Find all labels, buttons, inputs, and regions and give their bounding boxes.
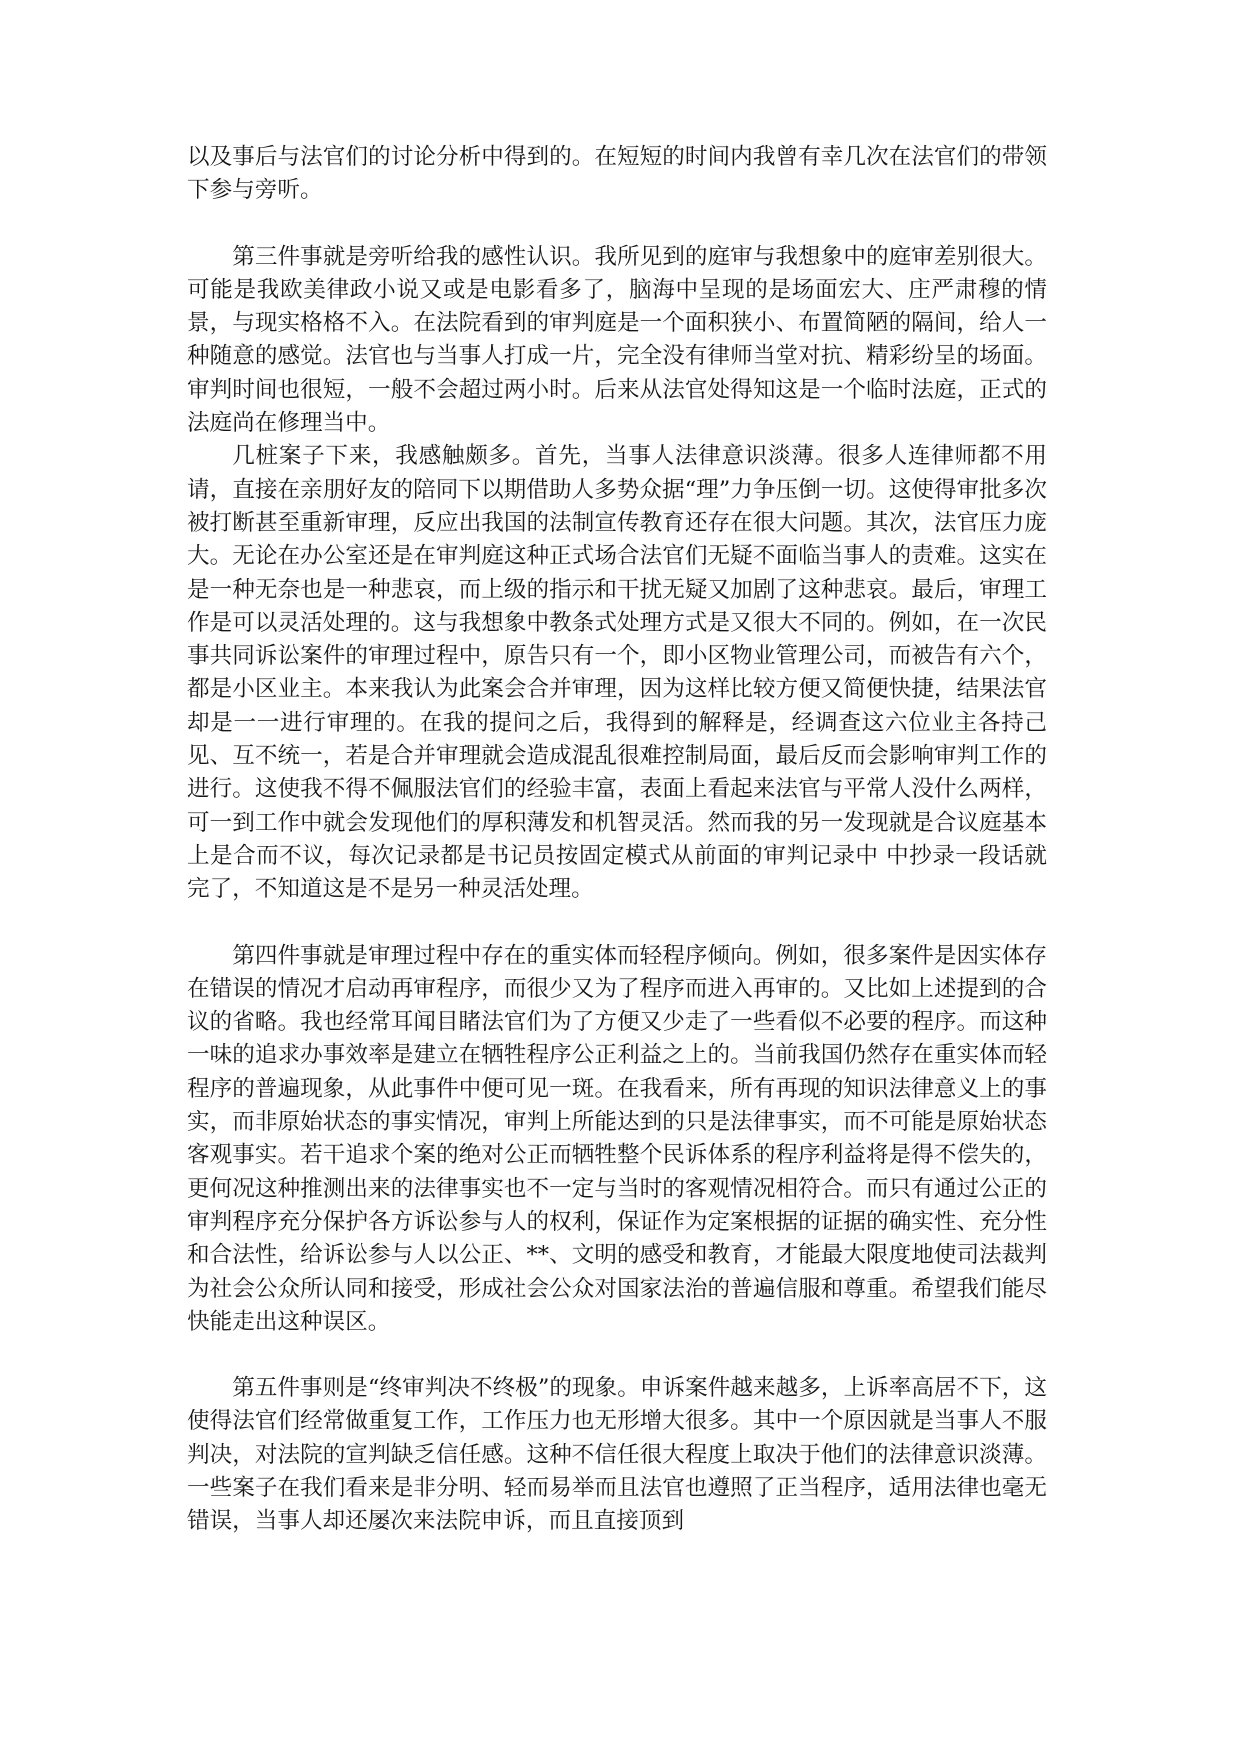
- paragraph-5: 第五件事则是“终审判决不终极”的现象。申诉案件越来越多，上诉率高居不下，这使得法官们经常做重复工作，工作压力也无形增大很多。其中一个原因就是当事人不服判决，对法院的宣判缺乏信任感。这种不信任很大程度上取决于他们的法律意识淡薄。一些案子在我们看来是非分明、轻而易举而且法官也遵照了正当程序，适用法律也毫无错误，当事人却还屡次来法院申诉，而且直接顶到: [187, 1375, 1047, 1535]
- body-text: [187, 141, 1047, 1539]
- paragraph-1: 以及事后与法官们的讨论分析中得到的。在短短的时间内我曾有幸几次在法官们的带领下参与旁听。: [187, 144, 1047, 204]
- paragraph-gap: [187, 907, 1047, 940]
- paragraph-2: 第三件事就是旁听给我的感性认识。我所见到的庭审与我想象中的庭审差别很大。可能是我欧美律政小说又或是电影看多了，脑海中呈现的是场面宏大、庄严肃穆的情景，与现实格格不入。在法院看到的审判庭是一个面积狭小、布置简陋的隔间，给人一种随意的感觉。法官也与当事人打成一片，完全没有律师当堂对抗、精彩纷呈的场面。审判时间也很短，一般不会超过两小时。后来从法官处得知这是一个临时法庭，正式的法庭尚在修理当中。: [187, 243, 1047, 437]
- paragraph-3: 几桩案子下来，我感触颇多。首先，当事人法律意识淡薄。很多人连律师都不用请，直接在亲朋好友的陪同下以期借助人多势众据“理”力争压倒一切。这使得审批多次被打断甚至重新审理，反应出我国的法制宣传教育还存在很大问题。其次，法官压力庞大。无论在办公室还是在审判庭这种正式场合法官们无疑不面临当事人的责难。这实在是一种无奈也是一种悲哀，而上级的指示和干扰无疑又加剧了这种悲哀。最后，审理工作是可以灵活处理的。这与我想象中教条式处理方式是又很大不同的。例如，在一次民事共同诉讼案件的审理过程中，原告只有一个，即小区物业管理公司，而被告有六个，都是小区业主。本来我认为此案会合并审理，因为这样比较方便又简便快捷，结果法官却是一一进行审理的。在我的提问之后，我得到的解释是，经调查这六位业主各持己见、互不统一，若是合并审理就会造成混乱很难控制局面，最后反而会影响审判工作的进行。这使我不得不佩服法官们的经验丰富，表面上看起来法官与平常人没什么两样，可一到工作中就会发现他们的厚积薄发和机智灵活。然而我的另一发现就是合议庭基本上是合而不议，每次记录都是书记员按固定模式从前面的审判记录中 中抄录一段话就完了，不知道这是不是另一种灵活处理。: [187, 443, 1047, 903]
- paragraph-4: 第四件事就是审理过程中存在的重实体而轻程序倾向。例如，很多案件是因实体存在错误的情况才启动再审程序，而很少又为了程序而进入再审的。又比如上述提到的合议的省略。我也经常耳闻目睹法官们为了方便又少走了一些看似不必要的程序。而这种一味的追求办事效率是建立在牺牲程序公正利益之上的。当前我国仍然存在重实体而轻程序的普遍现象，从此事件中便可见一斑。在我看来，所有再现的知识法律意义上的事实，而非原始状态的事实情况，审判上所能达到的只是法律事实，而不可能是原始状态客观事实。若干追求个案的绝对公正而牺牲整个民诉体系的程序利益将是得不偿失的，更何况这种推测出来的法律事实也不一定与当时的客观情况相符合。而只有通过公正的审判程序充分保护各方诉讼参与人的权利，保证作为定案根据的证据的确实性、充分性和合法性，给诉讼参与人以公正、**、文明的感受和教育，才能最大限度地使司法裁判为社会公众所认同和接受，形成社会公众对国家法治的普遍信服和尊重。希望我们能尽快能走出这种误区。: [187, 942, 1047, 1335]
- paragraph-gap: [187, 1339, 1047, 1372]
- paragraph-gap: [187, 208, 1047, 241]
